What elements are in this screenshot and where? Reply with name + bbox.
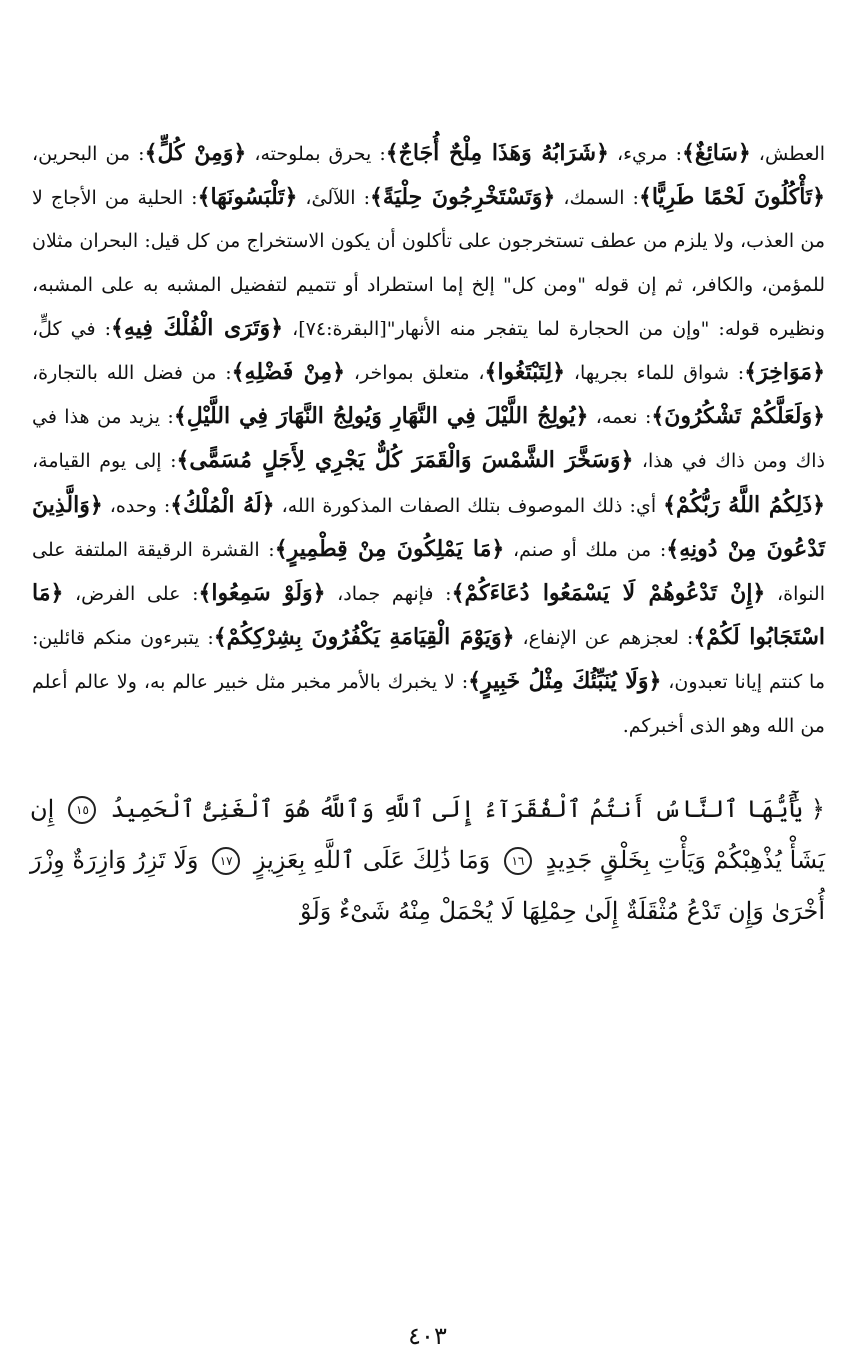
quoted-verse: ﴿وَتَرَى الْفُلْكَ فِيهِ﴾ (111, 314, 284, 341)
quoted-verse: ﴿إِنْ تَدْعُوهُمْ لَا يَسْمَعُوا دُعَاءَكُمْ﴾ (451, 580, 766, 607)
commentary-paragraph: العطش، ﴿سَائِغٌ﴾: مريء، ﴿شَرَابُهُ وَهَذَا مِلْحٌ أُجَاجٌ﴾: يحرق بملوحته، ﴿وَمِنْ كُلٍّ﴾: من البحرين، ﴿تَأْكُلُونَ لَحْمًا طَرِيًّا﴾: السمك، ﴿وَتَسْتَخْرِجُونَ حِلْيَةً﴾: اللآلئ، ﴿تَلْبَسُونَهَا﴾: الحلية من الأجاج لا من العذب، ولا يلزم من عطف تستخرجون على تأكلون أن يكون الاستخراج من كل قيل: البحران مثلان للمؤمن، والكافر، ثم إن قوله "ومن كل" إلخ إما استطراد أو تتميم لتفضيل المشبه به على المشبه، ونظيره قوله: "وإن من الحجارة لما يتفجر منه الأنهار"[البقرة:٧٤]، ﴿وَتَرَى الْفُلْكَ فِيهِ﴾: في كلٍّ، ﴿مَوَاخِرَ﴾: شواق للماء بجريها، ﴿لِتَبْتَغُوا﴾، متعلق بمواخر، ﴿مِنْ فَضْلِهِ﴾: من فضل الله بالتجارة، ﴿وَلَعَلَّكُمْ تَشْكُرُونَ﴾: نعمه، ﴿يُولِجُ اللَّيْلَ فِي النَّهَارِ وَيُولِجُ النَّهَارَ فِي اللَّيْلِ﴾: يزيد من هذا في ذاك ومن ذاك في هذا، ﴿وَسَخَّرَ الشَّمْسَ وَالْقَمَرَ كُلٌّ يَجْرِي لِأَجَلٍ مُسَمًّى﴾: إلى يوم القيامة، ﴿ذَلِكُمُ اللَّهُ رَبُّكُمْ﴾ أي: ذلك الموصوف بتلك الصفات المذكورة الله، ﴿لَهُ الْمُلْكُ﴾: وحده، ﴿وَالَّذِينَ تَدْعُونَ مِنْ دُونِهِ﴾: من ملك أو صنم، ﴿مَا يَمْلِكُونَ مِنْ قِطْمِيرٍ﴾: القشرة الرقيقة الملتفة على النواة، ﴿إِنْ تَدْعُوهُمْ لَا يَسْمَعُوا دُعَاءَكُمْ﴾: فإنهم جماد، ﴿وَلَوْ سَمِعُوا﴾: على الفرض، ﴿مَا اسْتَجَابُوا لَكُمْ﴾: لعجزهم عن الإنفاع، ﴿وَيَوْمَ الْقِيَامَةِ يَكْفُرُونَ بِشِرْكِكُمْ﴾: يتبرءون منكم قائلين: ما كنتم إيانا تعبدون، ﴿وَلَا يُنَبِّئُكَ مِثْلُ خَبِيرٍ﴾: لا يخبرك بالأمر مخبر مثل خبير عالم به، ولا عالم أعلم من الله وهو الذى أخبركم. (32, 140, 826, 737)
quoted-verse: ﴿شَرَابُهُ وَهَذَا مِلْحٌ أُجَاجٌ﴾ (385, 140, 609, 166)
quoted-verse: ﴿وَيَوْمَ الْقِيَامَةِ يَكْفُرُونَ بِشِرْكِكُمْ﴾ (213, 624, 515, 651)
ayah-number-marker: ١٧ (212, 847, 240, 875)
quoted-verse: ﴿وَلَعَلَّكُمْ تَشْكُرُونَ﴾ (651, 403, 825, 430)
ayah-number-marker: ١٥ (68, 796, 96, 824)
quoted-verse: ﴿مِنْ فَضْلِهِ﴾ (231, 359, 346, 386)
quoted-verse: ﴿تَأْكُلُونَ لَحْمًا طَرِيًّا﴾ (638, 184, 825, 211)
quoted-verse: ﴿مَا يَمْلِكُونَ مِنْ قِطْمِيرٍ﴾ (274, 535, 505, 562)
quoted-verse: ﴿وَالَّذِينَ تَدْعُونَ مِنْ دُونِهِ﴾ (32, 491, 825, 562)
quoted-verse: ﴿وَتَسْتَخْرِجُونَ حِلْيَةً﴾ (370, 184, 556, 211)
tafsir-commentary (32, 132, 825, 748)
ayah-number-marker: ١٦ (504, 847, 532, 875)
verse-text: إِن يَشَأْ يُذْهِبْكُمْ وَيَأْتِ بِخَلْقٍ جَدِيدٍ (30, 794, 825, 874)
quoted-verse: ﴿يُولِجُ اللَّيْلَ فِي النَّهَارِ وَيُولِجُ النَّهَارَ فِي اللَّيْلِ﴾ (173, 403, 589, 430)
quoted-verse: ﴿وَمِنْ كُلٍّ﴾ (144, 140, 247, 166)
quoted-verse: ﴿ذَلِكُمُ اللَّهُ رَبُّكُمْ﴾ (663, 491, 826, 518)
quoted-verse: ﴿تَلْبَسُونَهَا﴾ (197, 184, 298, 211)
quoted-verse: ﴿وَسَخَّرَ الشَّمْسَ وَالْقَمَرَ كُلٌّ يَجْرِي لِأَجَلٍ مُسَمًّى﴾ (176, 447, 634, 474)
page-number: ٤٠٣ (408, 1322, 447, 1350)
verse-text: ﴿ يَٰٓأَيُّهَا ٱلنَّاسُ أَنتُمُ ٱلْفُقَرَآءُ إِلَى ٱللَّهِ وَٱللَّهُ هُوَ ٱلْغَنِىُّ ٱلْحَمِيدُ (110, 794, 825, 823)
verse-text: وَلَا تَزِرُ وَازِرَةٌ وِزْرَ أُخْرَىٰ وَإِن تَدْعُ مُثْقَلَةٌ إِلَىٰ حِمْلِهَا لَا يُحْمَلْ مِنْهُ شَىْءٌ وَلَوْ (30, 845, 825, 925)
verse-text: وَمَا ذَٰلِكَ عَلَى ٱللَّهِ بِعَزِيزٍ (253, 845, 491, 874)
quoted-verse: ﴿وَلَوْ سَمِعُوا﴾ (198, 580, 326, 607)
quoted-verse: ﴿وَلَا يُنَبِّئُكَ مِثْلُ خَبِيرٍ﴾ (468, 668, 662, 695)
quoted-verse: ﴿مَوَاخِرَ﴾ (744, 359, 825, 386)
quoted-verse: ﴿مَا اسْتَجَابُوا لَكُمْ﴾ (32, 580, 826, 651)
quoted-verse: ﴿لَهُ الْمُلْكُ﴾ (170, 491, 275, 518)
quran-verses (26, 784, 829, 937)
quoted-verse: ﴿سَائِغٌ﴾ (682, 140, 751, 166)
quoted-verse: ﴿لِتَبْتَغُوا﴾ (484, 359, 566, 386)
